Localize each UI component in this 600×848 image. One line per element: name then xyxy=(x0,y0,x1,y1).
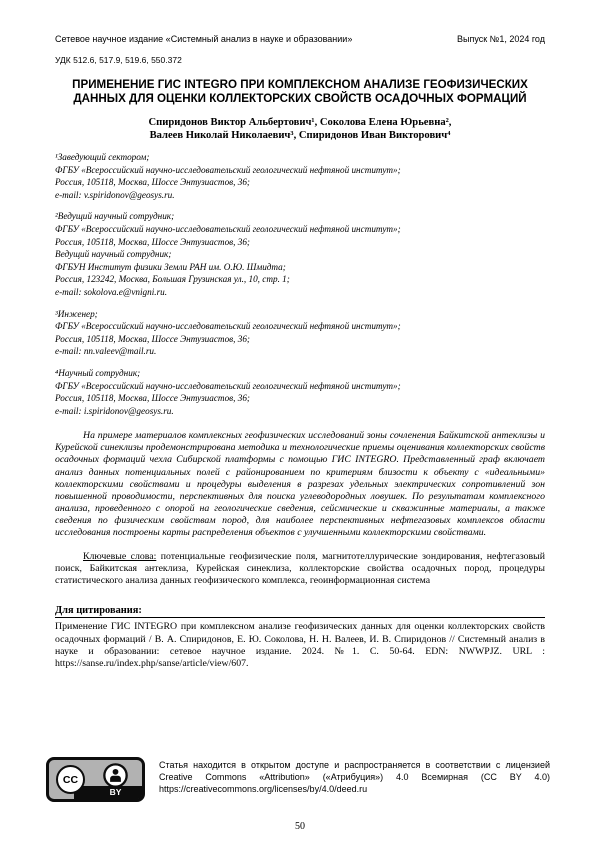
keywords-label: Ключевые слова: xyxy=(83,551,157,563)
cc-by-badge xyxy=(46,757,145,802)
citation-paragraph: Применение ГИС INTEGRO при комплексном анализе геофизических данных для оценки коллекторских свойств осадочных формаций / В. А. Спиридонов, Е. Ю. Соколова, Н. Н. Валеев, И. В. Спиридонов // Системный анализ в науке и образовании: сетевое научное издание. 2024. №1. С. 50-64. EDN: NWWPJZ. URL : https://sanse.ru/index.php/sanse/article/view/607. xyxy=(55,621,545,670)
citation-heading: Для цитирования: xyxy=(55,605,545,618)
by-label: BY xyxy=(109,787,122,797)
journal-header xyxy=(55,34,545,44)
affiliation-block-4: ⁴Научный сотрудник; ФГБУ «Всероссийский научно-исследовательский геологический нефтяной институт»; Россия, 105118, Москва, Шоссе Энтузиастов, 36; e-mail: i.spiridonov@geosys.ru. xyxy=(55,367,401,416)
affiliation-block-1: ¹Заведующий сектором; ФГБУ «Всероссийский научно-исследовательский геологический нефтяной институт»; Россия, 105118, Москва, Шоссе Энтузиастов, 36; e-mail: v.spiridonov@geosys.ru. xyxy=(55,152,401,200)
authors: Спиридонов Виктор Альбертович¹, Соколова Елена Юрьевна², Валеев Николай Николаевич³, Спиридонов Иван Викторович⁴ xyxy=(148,117,452,141)
udc-code: УДК 512.6, 517.9, 519.6, 550.372 xyxy=(55,55,182,65)
license-section xyxy=(46,757,550,802)
page-number: 50 xyxy=(295,821,305,832)
article-title: ПРИМЕНЕНИЕ ГИС INTEGRO ПРИ КОМПЛЕКСНОМ АНАЛИЗЕ ГЕОФИЗИЧЕСКИХ ДАННЫХ ДЛЯ ОЦЕНКИ КОЛЛЕКТОРСКИХ СВОЙСТВ ОСАДОЧНЫХ ФОРМАЦИЙ xyxy=(72,78,528,105)
keywords-paragraph xyxy=(55,551,545,587)
person-icon xyxy=(103,763,128,788)
cc-icon-label: CC xyxy=(62,773,79,786)
affiliation-block-2: ²Ведущий научный сотрудник; ФГБУ «Всероссийский научно-исследовательский геологический нефтяной институт»; Россия, 105118, Москва, Шоссе Энтузиастов, 36; Ведущий научный сотрудник; ФГБУН Институт физики Земли РАН им. О.Ю. Шмидта; Россия, 123242, Москва, Большая Грузинская ул., 10, стр. 1; e-mail: sokolova.e@vnigni.ru. xyxy=(55,211,401,297)
issue-label: Выпуск №1, 2024 год xyxy=(456,34,545,44)
keywords-text: потенциальные геофизические поля, магнитотеллурические зондирования, нефтегазовый поиск, Байкитская антеклиза, Курейская синеклиза, коллекторские свойства осадочных пород, процедуры статистического анализа данных геофизического комплекса, геоинформационная система xyxy=(55,551,546,587)
affiliation-block-3: ³Инженер; ФГБУ «Всероссийский научно-исследовательский геологический нефтяной институт»; Россия, 105118, Москва, Шоссе Энтузиастов, 36; e-mail: nn.valeev@mail.ru. xyxy=(55,308,401,357)
journal-name: Сетевое научное издание «Системный анализ в науке и образовании» xyxy=(55,34,353,44)
license-text: Статья находится в открытом доступе и распространяется в соответствии с лицензией Creative Commons «Attribution» («Атрибуция») 4.0 Всемирная (CC BY 4.0) https://creativecommons.org/licenses/by/4.0/deed.ru xyxy=(159,760,550,794)
abstract-paragraph: На примере материалов комплексных геофизических исследований зоны сочленения Байкитской антеклизы и Курейской синеклизы продемонстрирована методика и технологические приемы оценивания коллекторских свойств осадочных формаций чехла Сибирской платформы с помощью ГИС INTEGRO. Представленный граф включает анализ данных потенциальных полей с районированием по критериям близости к объекту с «идеальными» коллекторскими свойствами и процедуры выделения в разрезах удельных электрических сопротивлений зон повышенной проводимости, перспективных для поиска углеводородных ловушек. По результатам комплексного анализа, проведенного с опорой на геологические сведения, сейсмические и скважинные материалы, а также сведения по физическим свойствам пород, для наиболее перспективных нефтегазовых комплексов области исследования построены карты распределения объектов с улучшенными коллекторскими свойствами. xyxy=(55,430,545,539)
cc-icon xyxy=(56,765,85,794)
